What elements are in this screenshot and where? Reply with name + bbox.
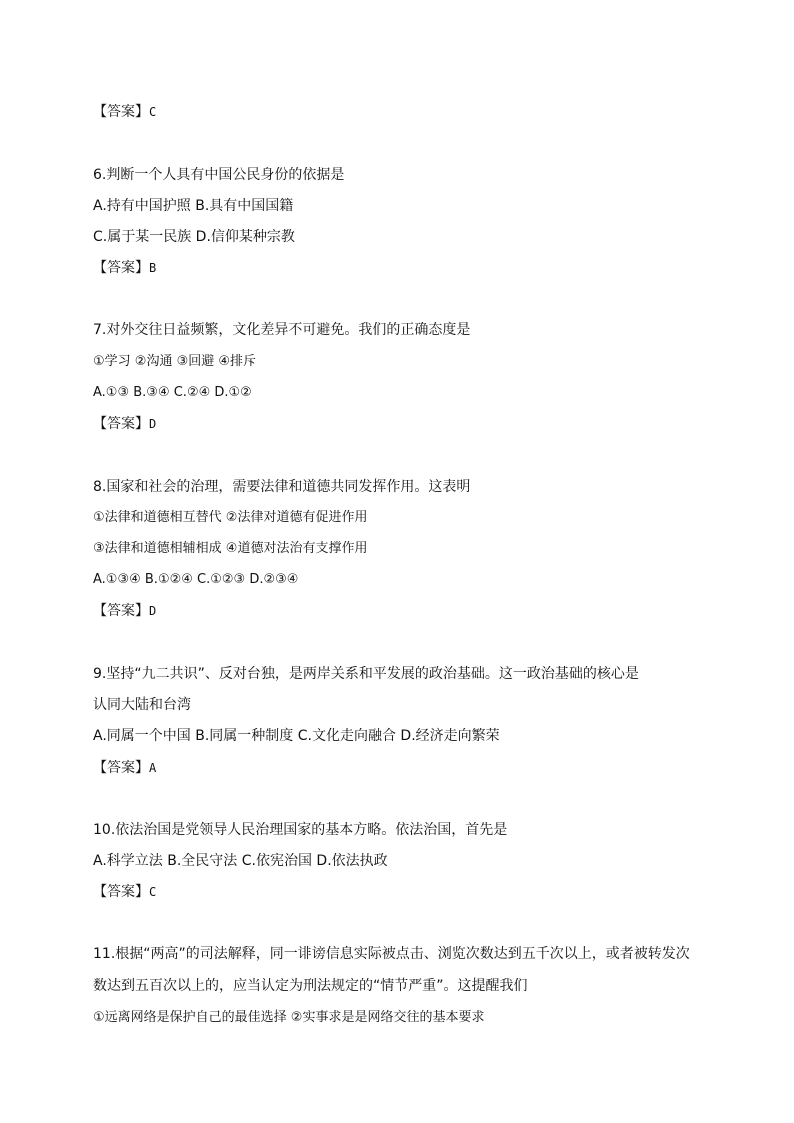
question-8-options: A.①③④ B.①②④ C.①②③ D.②③④ bbox=[93, 572, 299, 587]
question-8-stem: 8.国家和社会的治理，需要法律和道德共同发挥作用。这表明 bbox=[93, 479, 471, 495]
answer-value: D bbox=[149, 417, 157, 431]
answer-label: 【答案】 bbox=[93, 416, 149, 432]
question-11-items-line1: ①远离网络是保护自己的最佳选择 ②实事求是是网络交往的基本要求 bbox=[93, 1010, 485, 1025]
question-8-items-line1: ①法律和道德相互替代 ②法律对道德有促进作用 bbox=[93, 510, 368, 525]
question-9-stem-line1: 9.坚持“九二共识”、反对台独，是两岸关系和平发展的政治基础。这一政治基础的核心是 bbox=[93, 666, 639, 682]
answer-value: C bbox=[149, 105, 157, 119]
answer-q9 bbox=[93, 759, 156, 777]
question-8-items-line2: ③法律和道德相辅相成 ④道德对法治有支撑作用 bbox=[93, 541, 368, 556]
answer-value: D bbox=[149, 604, 157, 618]
answer-value: B bbox=[149, 261, 157, 275]
question-7-items: ①学习 ②沟通 ③回避 ④排斥 bbox=[93, 354, 257, 369]
question-6-options-line2: C.属于某一民族 D.信仰某种宗教 bbox=[93, 229, 295, 245]
answer-label: 【答案】 bbox=[93, 884, 149, 900]
question-6-options-line1: A.持有中国护照 B.具有中国国籍 bbox=[93, 198, 294, 214]
answer-q8 bbox=[93, 602, 156, 620]
answer-label: 【答案】 bbox=[93, 603, 149, 619]
answer-q6 bbox=[93, 259, 156, 277]
answer-value: C bbox=[149, 885, 157, 899]
answer-value: A bbox=[149, 761, 157, 775]
question-9-stem-line2: 认同大陆和台湾 bbox=[93, 697, 191, 713]
question-7-stem: 7.对外交往日益频繁，文化差异不可避免。我们的正确态度是 bbox=[93, 322, 471, 338]
question-10-options: A.科学立法 B.全民守法 C.依宪治国 D.依法执政 bbox=[93, 853, 388, 869]
question-9-options: A.同属一个中国 B.同属一种制度 C.文化走向融合 D.经济走向繁荣 bbox=[93, 728, 500, 744]
answer-q5 bbox=[93, 103, 156, 121]
question-11-stem-line2: 数达到五百次以上的，应当认定为刑法规定的“情节严重”。这提醒我们 bbox=[93, 978, 528, 994]
answer-q10 bbox=[93, 883, 156, 901]
question-10-stem: 10.依法治国是党领导人民治理国家的基本方略。依法治国，首先是 bbox=[93, 822, 508, 838]
answer-q7 bbox=[93, 415, 156, 433]
answer-label: 【答案】 bbox=[93, 260, 149, 276]
answer-label: 【答案】 bbox=[93, 104, 149, 120]
answer-label: 【答案】 bbox=[93, 760, 149, 776]
question-7-options: A.①③ B.③④ C.②④ D.①② bbox=[93, 385, 252, 400]
question-11-stem-line1: 11.根据“两高”的司法解释，同一诽谤信息实际被点击、浏览次数达到五千次以上，或者被转发次 bbox=[93, 946, 690, 962]
question-6-stem: 6.判断一个人具有中国公民身份的依据是 bbox=[93, 167, 345, 183]
